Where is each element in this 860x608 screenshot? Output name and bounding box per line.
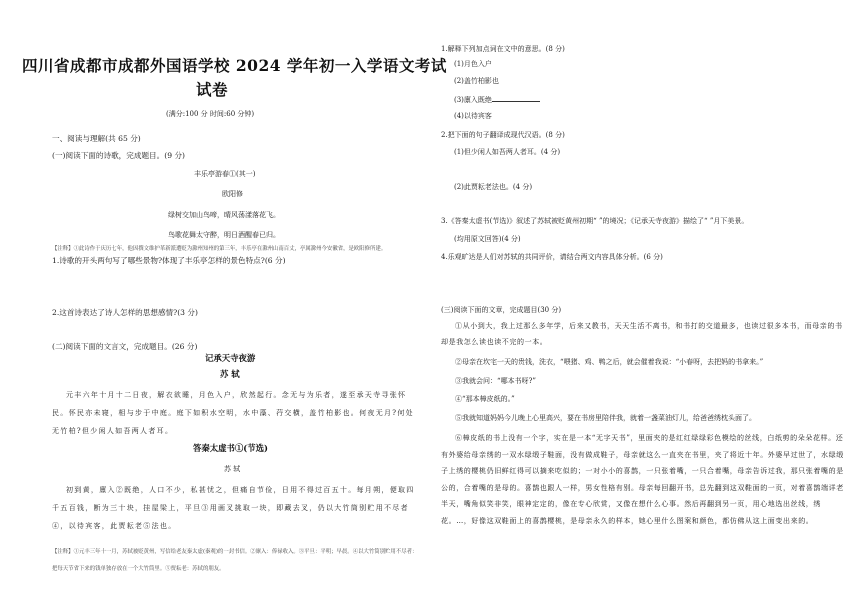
exam-title-line1: 四川省成都市成都外国语学校 2024 学年初一入学语文考试 [22, 56, 447, 75]
essay2-text: 初到黄，廪入②既绝，人口不少，私甚忧之，但痛自节俭，日用不得过百五十。每月朔，便取四千五百钱，断为三十块，挂屋梁上，平旦③用画叉挑取一块，即藏去叉，仍以大竹筒别贮用不尽者④，以待宾客，此贾耘老⑤法也。 [52, 486, 415, 530]
right-column [430, 0, 860, 608]
q1-item-1: (1)月色入户 [454, 60, 492, 68]
exam-title-line2: 试卷 [196, 80, 229, 99]
poem-line2: 鸟歌花舞太守醉，明日酒醒春已归。 [168, 231, 280, 239]
part2-intro: (二)阅读下面的文言文，完成题目。(26 分) [52, 342, 198, 351]
q1-item-3: (3)廪入既绝 [454, 93, 540, 105]
essay2-note: 【注释】①元丰三年十一月，苏轼被贬黄州，写信给老友秦太虚(秦观)的一封书信。②廪入：俸禄收入。③平旦：平明；早晨。④以大竹筒别贮用不尽者：把每天节省下来的钱单独存放在一个大竹筒里。⑤贾耘老：苏轼的朋友。 [52, 549, 418, 572]
essay1-title: 记承天寺夜游 [205, 353, 256, 363]
paragraph-3: ③我就会问：“哪本书呀?” [455, 377, 536, 385]
essay2-author: 苏 轼 [224, 465, 241, 473]
paragraph-1: ①从小到大，我上过那么多年学，后来又教书，天天生活不离书，和书打的交道最多，也读过很多本书，而母亲的书却是我怎么读也读不完的一本。 [441, 322, 843, 346]
section1-heading: 一、阅读与理解(共 65 分) [52, 134, 141, 143]
q1-item-4: (4)以待宾客 [454, 112, 492, 120]
question-1: 1.诗歌的开头两句写了哪些景物?体现了丰乐亭怎样的景色特点?(6 分) [52, 256, 286, 265]
poem-author: 欧阳修 [222, 190, 243, 198]
part1-intro: (一)阅读下面的诗歌，完成题目。(9 分) [52, 151, 186, 160]
part3-intro: (三)阅读下面的文章，完成题目(30 分) [441, 306, 562, 314]
q2-item-1: (1)但少闲人如吾两人者耳。(4 分) [454, 148, 561, 156]
paragraph-2: ②母亲在坎宅一天的贵钱，洗衣，“喂猪、鸡、鸭之后，就会催着我说：“小春呀，去把妈的书拿来。” [455, 358, 764, 366]
poem-line1: 绿树交加山鸟啼，晴风荡漾落花飞。 [168, 211, 280, 219]
q2-item-2: (2)此贾耘老法也。(4 分) [454, 183, 533, 191]
right-question-1: 1.解释下列加点词在文中的意思。(8 分) [441, 45, 565, 53]
essay1-text: 元丰六年十月十二日夜，解衣欲睡，月色入户，欣然起行。念无与为乐者，遂至承天寺寻张怀民。怀民亦未寝，相与步于中庭。庭下如积水空明，水中藻、荇交横，盖竹柏影也。何夜无月?何处无竹柏?但少闲人如吾两人者耳。 [52, 391, 414, 435]
essay1-author: 苏 轼 [220, 369, 240, 379]
question-2: 2.这首诗表达了诗人怎样的思想感情?(3 分) [52, 308, 198, 317]
right-question-3-note: (均用原文回答)(4 分) [454, 235, 521, 243]
right-question-3: 3.《答秦太虚书(节选)》叙述了苏轼被贬黄州初期“ ”的境况；《记承天寺夜游》描绘了“ ”月下美景。 [441, 217, 749, 225]
poem-note: 【注释】①此诗作于庆历七年，他因撰文维护革新派遭贬为滁州知州的第三年，丰乐亭在滁州山南百丈，亭属滁州今安徽省，是欧阳修所建。 [52, 246, 387, 252]
essay2-title: 答秦太虚书①(节选) [193, 443, 268, 453]
answer-blank [492, 93, 540, 102]
paragraph-6: ⑥樟皮纸的书上没有一个字，实在是一本“无字天书”，里面夹的是红红绿绿彩色模绘的丝线，白纸剪的朵朵花样。还有外婆给母亲绣的一双水绿缎子鞋面，没有做成鞋子，母亲就这么一直夹在书里，夹了将近十年。外婆早过世了，水绿缎子上绣的樱桃仍旧鲜红得可以摘来吃似的；一对小小的喜鹊，一只张着嘴，一只合着嘴，母亲告诉过我，那只张着嘴的是公的，合着嘴的是母的。喜鹊也跟人一样，男女性格有别。母亲每回翻开书，总先翻到这双鞋面的一页，对着喜鹊端详老半天，嘴角似笑非笑，眼神定定的，像在专心欣赏，又像在想什么心事。然后再翻到另一页，用心地选出丝线，绣花。…，好像这双鞋面上的喜鹊樱桃，是母亲永久的样本，她心里什么图案和颜色，都仿佛从这上面变出来的。 [441, 434, 844, 525]
right-question-4: 4.乐观旷达是人们对苏轼的共同评价，请结合两文内容具体分析。(6 分) [441, 253, 663, 261]
q1-item-2: (2)盖竹柏影也 [454, 77, 499, 85]
exam-meta: (满分:100 分 时间:60 分钟) [166, 110, 255, 118]
poem-title: 丰乐亭游春①(其一) [194, 170, 256, 178]
right-question-2: 2.把下面的句子翻译成现代汉语。(8 分) [441, 131, 565, 139]
paragraph-4: ④“那本樟皮纸的。” [455, 395, 515, 403]
paragraph-5: ⑤我就知道妈妈今儿晚上心里高兴，要在书房里陪伴我，就着一盏菜油灯儿，给爸爸绣枕头面了。 [455, 414, 756, 422]
